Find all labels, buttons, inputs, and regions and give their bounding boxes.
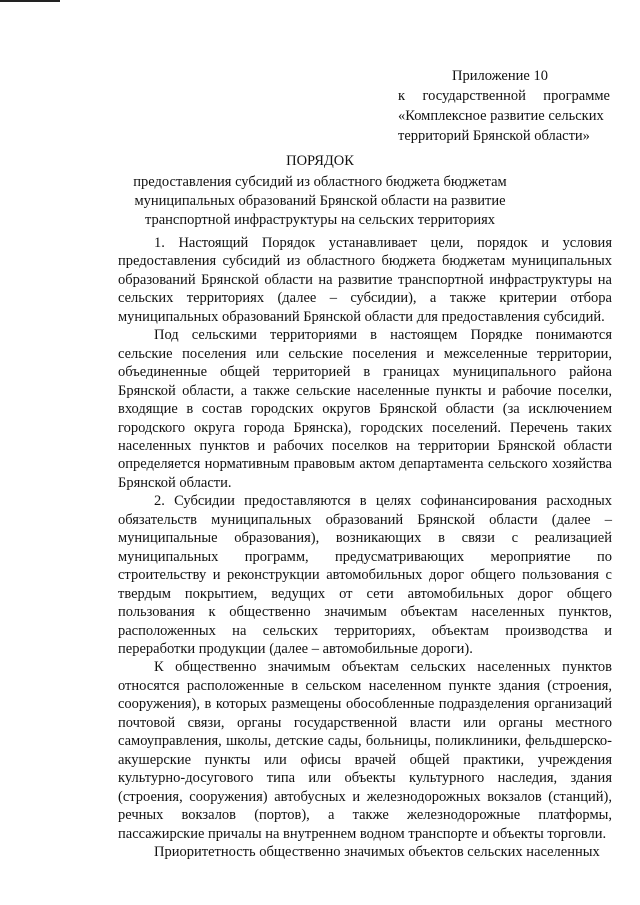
paragraph: 2. Субсидии предоставляются в целях софинансирования расходных обязательств муниципальных образований Брянской области (далее – муниципальные образования), возникающих в связи с реализацией муниципальных программ, предусматривающих мероприятие по строительству и реконструкции автомобильных дорог общего пользования с твердым покрытием, ведущих от сети автомобильных дорог общего пользования к общественно значимым объектам населенных пунктов, расположенных на сельских территориях, объектам производства и переработки продукции (далее – автомобильные дороги). <box>118 493 612 657</box>
appendix-line: территорий Брянской области» <box>398 128 590 144</box>
paragraph: К общественно значимым объектам сельских населенных пунктов относятся расположенные в сельском населенном пункте здания (строения, сооружения), в которых размещены обособленные подразделения организаций почтовой связи, органы государственной власти или органы местного самоуправления, школы, детские сады, больницы, поликлиники, фельдшерско-акушерские пункты или офисы врачей общей практики, учреждения культурно-досугового типа или объекты культурного наследия, здания (строения, сооружения) автобусных и железнодорожных вокзалов (станций), речных вокзалов (портов), а также железнодорожные платформы, пассажирские причалы на внутреннем водном транспорте и объекты торговли. <box>118 659 612 842</box>
paragraph: Под сельскими территориями в настоящем Порядке понимаются сельские поселения или сельские поселения и межселенные территории, объединенные общей территорией в границах муниципального района Брянской области, а также сельские населенные пункты и рабочие поселки, входящие в состав городских округов Брянской области (за исключением городского округа города Брянска), городских поселений. Перечень таких населенных пунктов и рабочих поселков на территории Брянской области определяется нормативным правовым актом департамента сельского хозяйства Брянской области. <box>118 327 612 491</box>
appendix-block <box>398 66 610 146</box>
top-rule <box>0 0 60 2</box>
document-body <box>118 234 612 861</box>
appendix-line: «Комплексное развитие сельских <box>398 108 604 124</box>
appendix-line: к государственной программе <box>398 88 610 104</box>
title-subtitle: предоставления субсидий из областного бюджета бюджетам муниципальных образований Брянской области на развитие транспортной инфраструктуры на сельских территориях <box>133 174 507 228</box>
appendix-title: Приложение 10 <box>452 68 548 84</box>
document-title <box>110 152 530 230</box>
paragraph: 1. Настоящий Порядок устанавливает цели, порядок и условия предоставления субсидий из областного бюджета бюджетам муниципальных образований Брянской области на развитие транспортной инфраструктуры на сельских территориях (далее – субсидии), а также критерии отбора муниципальных образований Брянской области для предоставления субсидий. <box>118 235 612 325</box>
paragraph: Приоритетность общественно значимых объектов сельских населенных <box>154 843 600 860</box>
title-heading: ПОРЯДОК <box>286 153 354 169</box>
